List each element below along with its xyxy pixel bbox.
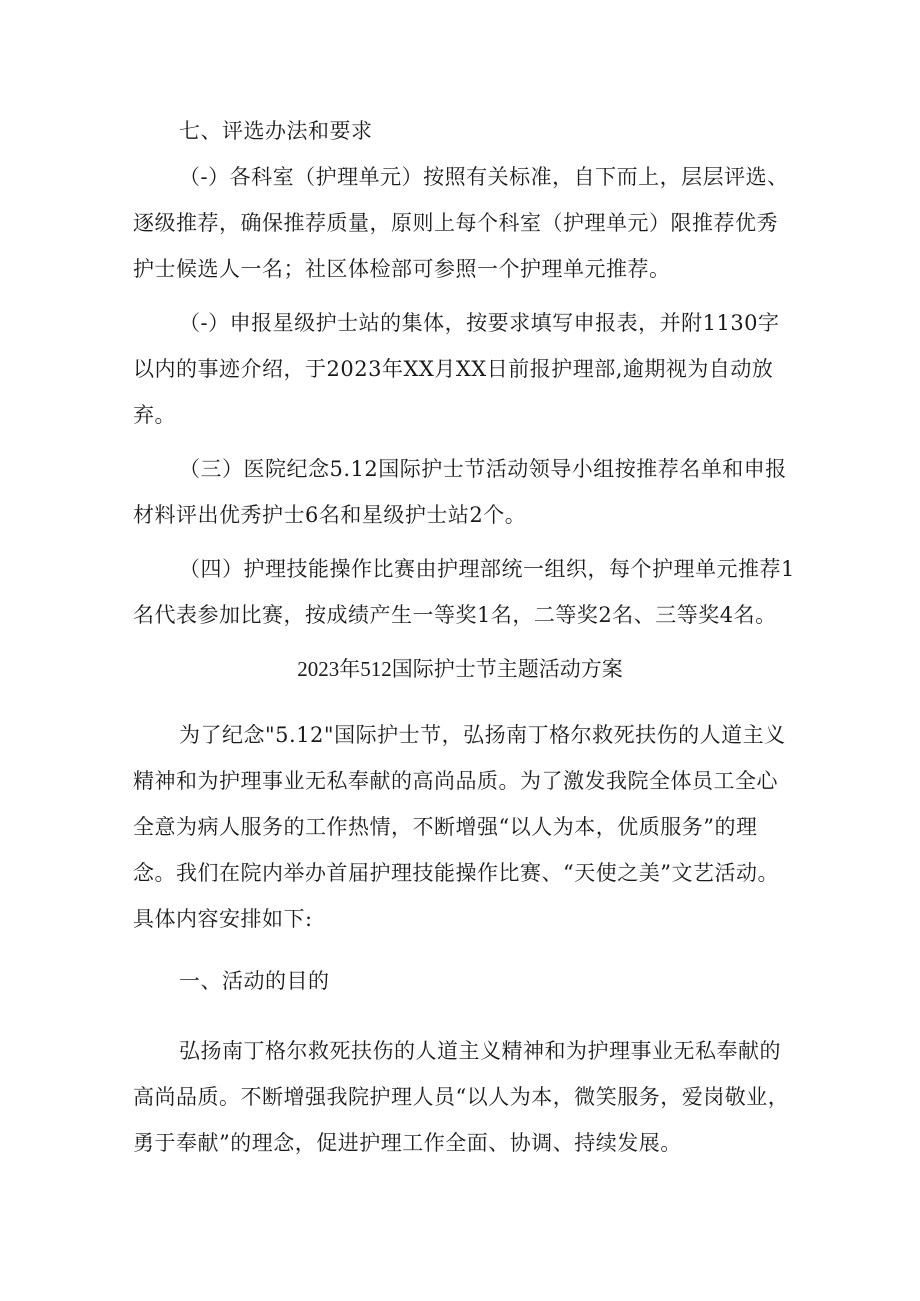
paragraph-item-3: （三）医院纪念5.12国际护士节活动领导小组按推荐名单和申报材料评出优秀护士6名和星级护士站2个。 [133, 457, 787, 527]
paragraph-purpose-body: 弘扬南丁格尔救死扶伤的人道主义精神和为护理事业无私奉献的高尚品质。不断增强我院护理人员“以人为本，微笑服务，爱岗敬业，勇于奉献”的理念，促进护理工作全面、协调、持续发展。 [133, 1039, 790, 1155]
section-heading-evaluation-methods: 七、评选办法和要求 [179, 119, 373, 143]
section-heading-activity-purpose: 一、活动的目的 [179, 969, 330, 993]
paragraph-item-1: （-）各科室（护理单元）按照有关标准，自下而上，层层评选、逐级推荐，确保推荐质量，原则上每个科室（护理单元）限推荐优秀护士候选人一名；社区体检部可参照一个护理单元推荐。 [133, 165, 789, 281]
paragraph-item-4: （四）护理技能操作比赛由护理部统一组织，每个护理单元推荐1名代表参加比赛，按成绩产生一等奖1名，二等奖2名、三等奖4名。 [133, 557, 795, 627]
paragraph-intro: 为了纪念"5.12"国际护士节，弘扬南丁格尔救死扶伤的人道主义精神和为护理事业无私奉献的高尚品质。为了激发我院全体员工全心全意为病人服务的工作热情，不断增强“以人为本，优质服务”的理念。我们在院内举办首届护理技能操作比赛、“天使之美”文艺活动。具体内容安排如下: [133, 723, 786, 931]
paragraph-item-2: （-）申报星级护士站的集体，按要求填写申报表，并附1130字以内的事迹介绍，于2023年XX月XX日前报护理部,逾期视为自动放弃。 [133, 311, 780, 427]
plan-title: 2023年512国际护士节主题活动方案 [297, 657, 623, 681]
